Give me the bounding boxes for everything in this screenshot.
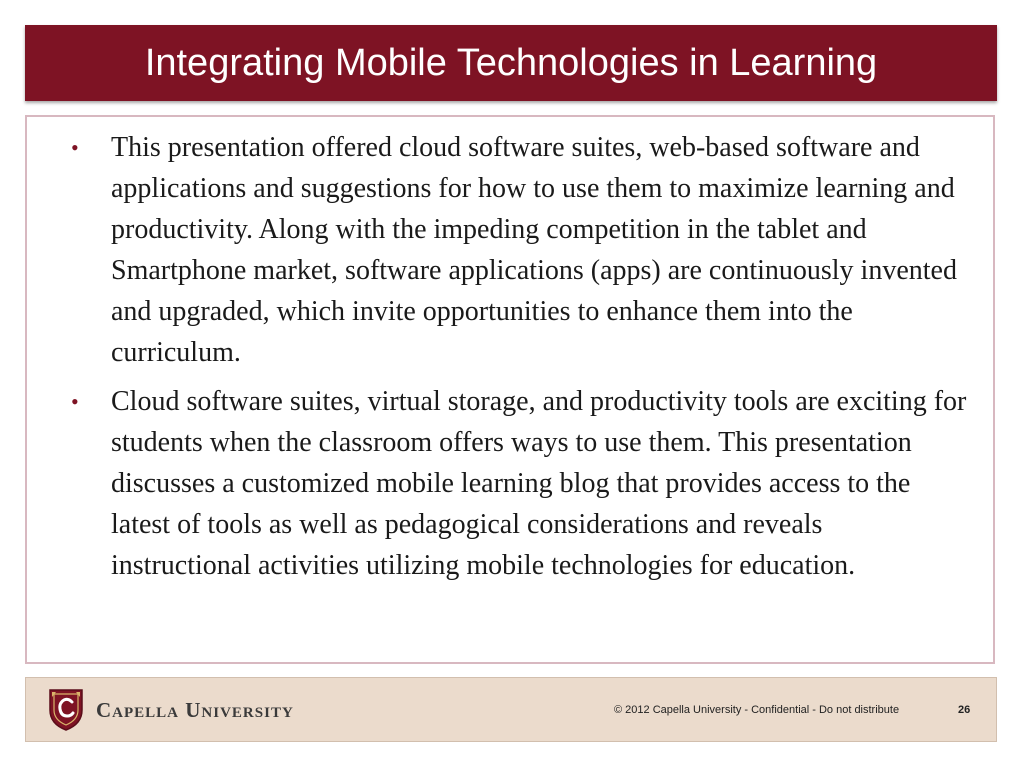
slide-title: Integrating Mobile Technologies in Learning — [144, 42, 878, 84]
capella-logo — [48, 687, 294, 733]
page-number: 26 — [958, 704, 971, 716]
bullet-list — [27, 127, 993, 594]
bullet-text: This presentation offered cloud software suites, web-based software and applications and suggestions for how to use them to maximize learning and productivity. Along with the impeding competition in the tablet and Smartphone market, software applications (apps) are continuously invented and upgraded, which invite opportunities to enhance them into the curriculum. — [111, 132, 957, 368]
title-bar — [25, 25, 997, 101]
bullet-icon: • — [71, 389, 79, 414]
bullet-icon: • — [71, 135, 79, 160]
footer-bar — [25, 677, 997, 742]
bullet-item — [27, 381, 993, 586]
bullet-text: Cloud software suites, virtual storage, and productivity tools are exciting for students when the classroom offers ways to use them. This presentation discusses a customized mobile learning blog that provides access to the latest of tools as well as pedagogical considerations and reveals instructional activities utilizing mobile technologies for education. — [111, 386, 967, 581]
logo-text: Capella University — [96, 697, 294, 722]
copyright-text: © 2012 Capella University - Confidential - Do not distribute — [614, 704, 900, 716]
capella-shield-icon — [48, 688, 84, 732]
content-box — [25, 115, 995, 664]
bullet-item — [27, 127, 993, 373]
